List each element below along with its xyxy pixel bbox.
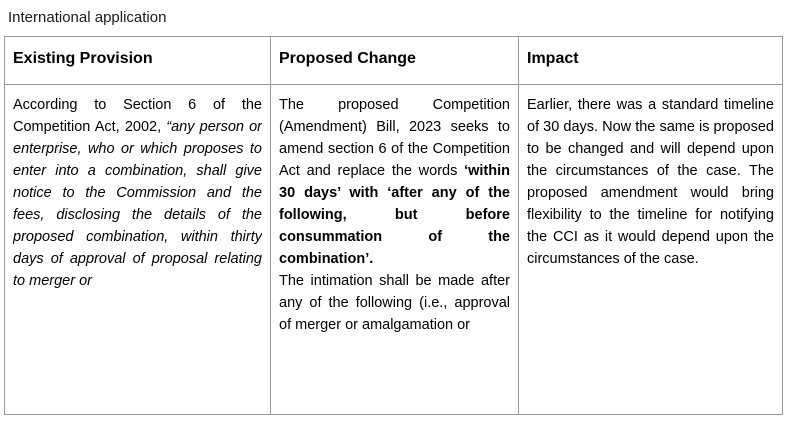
cell-impact xyxy=(519,85,783,415)
proposed-change-paragraph-2: The intimation shall be made after any of the following (i.e., approval of merger or amalgamation or xyxy=(279,273,510,333)
existing-provision-content xyxy=(13,94,262,292)
comparison-table xyxy=(4,36,783,415)
proposed-change-paragraph-1 xyxy=(279,94,510,270)
column-header-proposed-change: Proposed Change xyxy=(271,37,519,85)
existing-provision-lead-text: According to Section 6 of the Competition Act, 2002, xyxy=(13,97,262,135)
table-header-row xyxy=(5,37,783,85)
cell-proposed-change xyxy=(271,85,519,415)
existing-provision-paragraph xyxy=(13,94,262,292)
proposed-change-content xyxy=(279,94,510,336)
column-header-existing-provision: Existing Provision xyxy=(5,37,271,85)
cell-existing-provision xyxy=(5,85,271,415)
proposed-change-text-part1: The proposed Competition (Amendment) Bill, 2023 seeks to amend section 6 of the Competition Act and replace the words xyxy=(279,97,510,179)
existing-provision-quote-text: “any person or enterprise, who or which proposes to enter into a combination, shall give notice to the Commission and the fees, disclosing the details of the proposed combination, within thirty days of approval of proposal relating to merger or xyxy=(13,119,262,289)
table-row xyxy=(5,85,783,415)
page-title: International application xyxy=(8,9,167,26)
column-header-impact: Impact xyxy=(519,37,783,85)
impact-content xyxy=(527,94,774,270)
impact-paragraph: Earlier, there was a standard timeline of 30 days. Now the same is proposed to be changed and will depend upon the circumstances of the case. The proposed amendment would bring flexibility to the timeline for notifying the CCI as it would depend upon the circumstances of the case. xyxy=(527,97,774,267)
proposed-change-bold-text: ‘within 30 days’ with ‘after any of the following, but before consummation of the combination’. xyxy=(279,163,510,267)
